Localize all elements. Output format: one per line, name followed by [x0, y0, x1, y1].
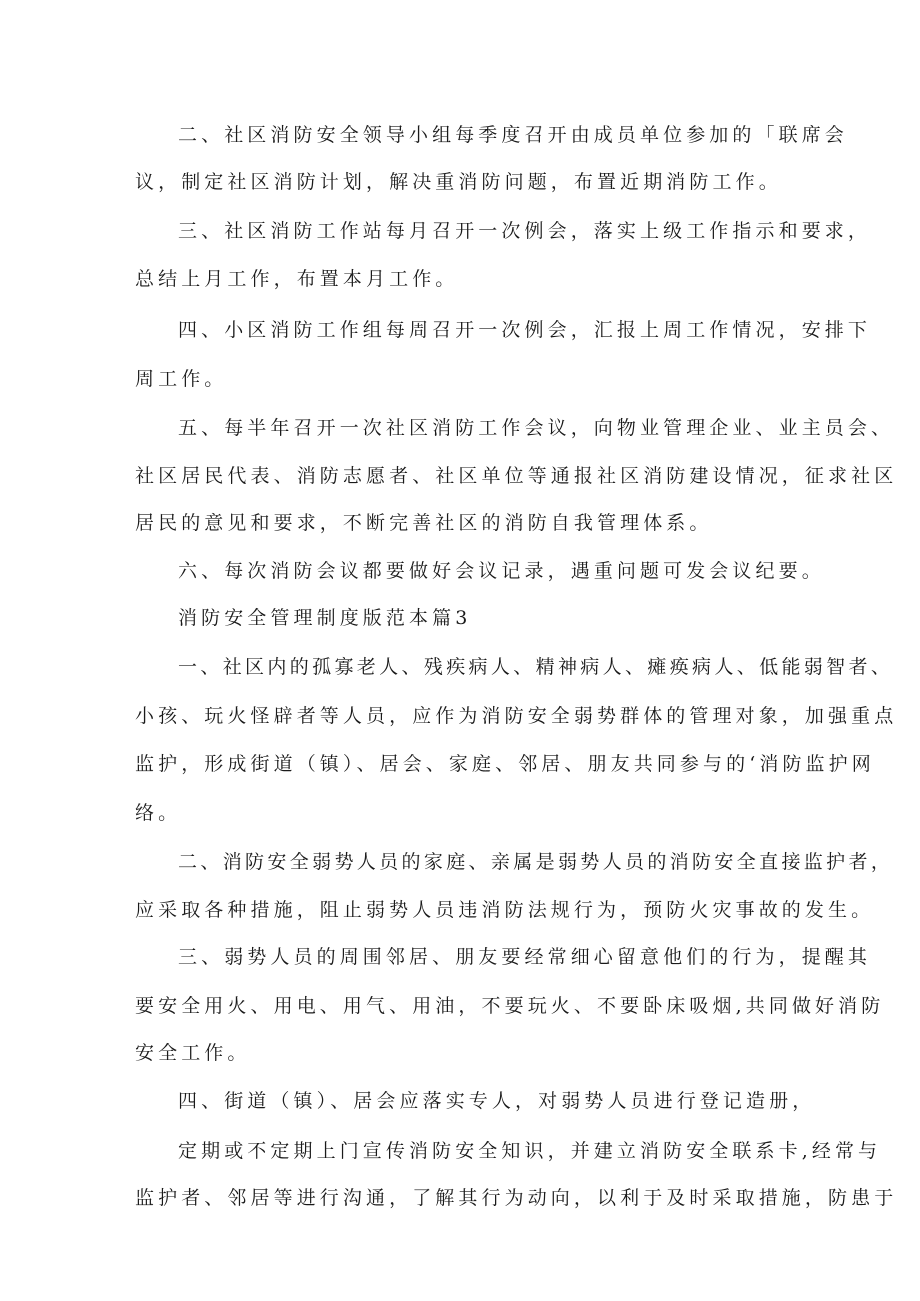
text-line: 三、弱势人员的周围邻居、朋友要经常细心留意他们的行为，提醒其	[178, 946, 872, 968]
text-line: 络。	[135, 802, 182, 824]
text-line: 二、社区消防安全领导小组每季度召开由成员单位参加的「联席会	[178, 124, 848, 146]
text-line: 三、社区消防工作站每月召开一次例会，落实上级工作指示和要求，	[178, 220, 872, 242]
text-line: 二、消防安全弱势人员的家庭、亲属是弱势人员的消防安全直接监护者，	[178, 851, 894, 873]
text-line: 安全工作。	[135, 1042, 251, 1064]
text-line: 议，制定社区消防计划，解决重消防问题，布置近期消防工作。	[135, 171, 782, 193]
section-heading: 消防安全管理制度版范本篇3	[178, 607, 472, 629]
text-line: 监护，形成街道（镇）、居会、家庭、邻居、朋友共同参与的‘消防监护网	[135, 753, 875, 775]
text-line: 一、社区内的孤寡老人、残疾病人、精神病人、瘫痪病人、低能弱智者、	[178, 656, 894, 678]
text-line: 四、街道（镇）、居会应落实专人，对弱势人员进行登记造册，	[178, 1090, 816, 1112]
text-line: 应采取各种措施，阻止弱势人员违消防法规行为，预防火灾事故的发生。	[135, 899, 875, 921]
text-line: 五、每半年召开一次社区消防工作会议，向物业管理企业、业主员会、	[178, 417, 895, 439]
text-line: 监护者、邻居等进行沟通，了解其行为动向，以利于及时采取措施，防患于	[135, 1187, 898, 1209]
text-line: 小孩、玩火怪辟者等人员，应作为消防安全弱势群体的管理对象，加强重点	[135, 705, 898, 727]
text-line: 社区居民代表、消防志愿者、社区单位等通报社区消防建设情况，征求社区	[135, 465, 898, 487]
text-line: 居民的意见和要求，不断完善社区的消防自我管理体系。	[135, 512, 713, 534]
text-line: 总结上月工作，布置本月工作。	[135, 268, 459, 290]
text-line: 要安全用火、用电、用气、用油，不要玩火、不要卧床吸烟,共同做好消防	[135, 995, 885, 1017]
text-line: 六、每次消防会议都要做好会议记录，遇重问题可发会议纪要。	[178, 560, 825, 582]
text-line: 周工作。	[135, 368, 228, 390]
text-line: 四、小区消防工作组每周召开一次例会，汇报上周工作情况，安排下	[178, 319, 872, 341]
text-line: 定期或不定期上门宣传消防安全知识，并建立消防安全联系卡,经常与	[178, 1140, 882, 1162]
